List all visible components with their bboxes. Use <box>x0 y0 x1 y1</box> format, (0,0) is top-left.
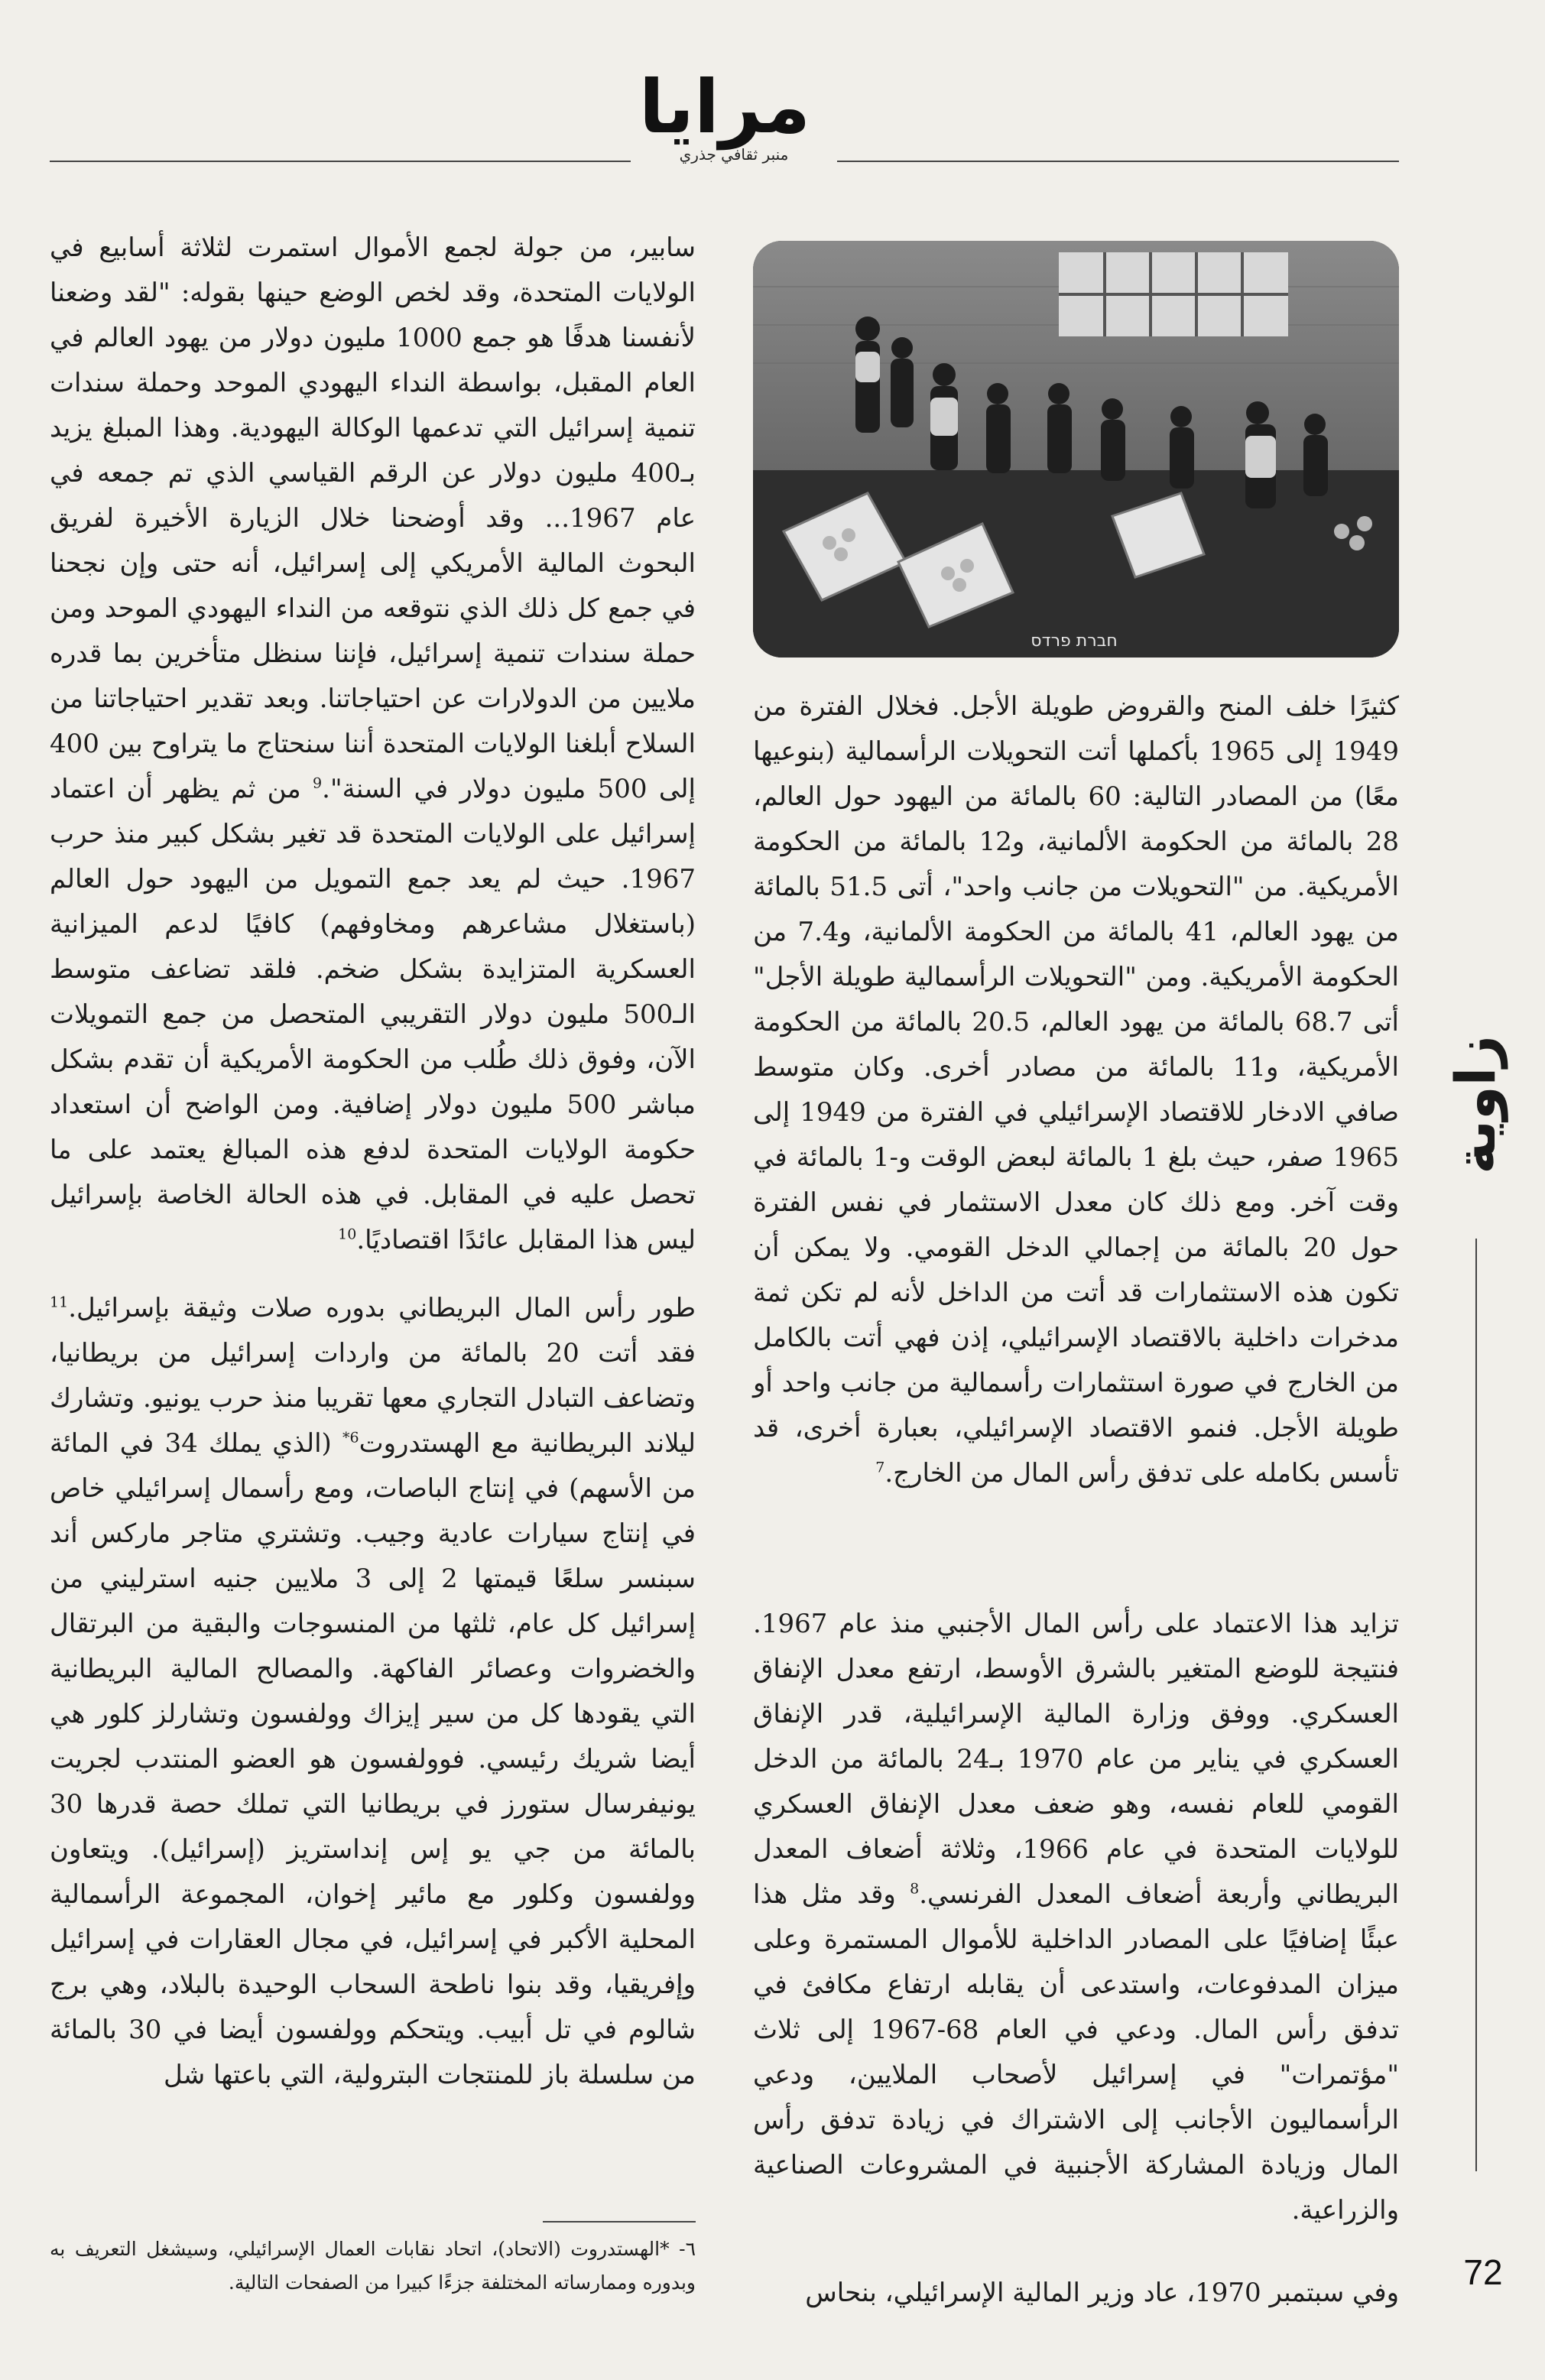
right-column <box>753 684 1399 1496</box>
left-column <box>50 226 696 2098</box>
right-column-end <box>753 2271 1399 2316</box>
section-title-text: زاوية <box>1443 1035 1508 1174</box>
magazine-logo: مرايا <box>638 64 810 150</box>
paragraph: طور رأس المال البريطاني بدوره صلات وثيقة بإسرائيل.$^{11}$ فقد أتت 20 بالمائة من واردات إسرائيل من بريطانيا، وتضاعف التبادل التجاري معها تقريبا منذ حرب يونيو. وتشارك ليلاند البريطانية مع الهستدروت$^{6*}$ (الذي يملك 34 في المائة من الأسهم) في إنتاج الباصات، ومع رأسمال إسرائيلي خاص في إنتاج سيارات عادية وجيب. وتشتري متاجر ماركس أند سبنسر سلعًا قيمتها 2 إلى 3 ملايين جنيه استرليني من إسرائيل كل عام، ثلثها من المنسوجات والبقية من البرتقال والخضروات وعصائر الفاكهة. والمصالح المالية البريطانية التي يقودها كل من سير إيزاك وولفسون وتشارلز كلور هي أيضا شريك رئيسي. فوولفسون هو العضو المنتدب لجريت يونيفرسال ستورز في بريطانيا التي تملك حصة قدرها 30 بالمائة من جي يو إس إنداستريز (إسرائيل). ويتعاون وولفسون وكلور مع مائير إخوان، المجموعة الرأسمالية المحلية الأكبر في إسرائيل، في مجال العقارات في إسرائيل وإفريقيا، وقد بنوا ناطحة السحاب الوحيدة بالبلاد، وهي برج شالوم في تل أبيب. ويتحكم وولفسون أيضا في 30 بالمائة من سلسلة باز للمنتجات البترولية، التي باعتها شل <box>50 1293 696 2090</box>
footnote-divider <box>543 2221 696 2223</box>
footnote-ref[interactable]: 8 <box>910 1880 920 1898</box>
masthead <box>0 64 1545 176</box>
footnote-ref[interactable]: 9 <box>313 774 323 792</box>
footnote-ref[interactable]: 7 <box>875 1459 885 1476</box>
paragraph: تزايد هذا الاعتماد على رأس المال الأجنبي منذ عام 1967. فنتيجة للوضع المتغير بالشرق الأوسط، ارتفع معدل الإنفاق العسكري. ووفق وزارة المالية الإسرائيلية، قدر الإنفاق العسكري في يناير من عام 1970 بـ24 بالمائة من الدخل القومي للعام نفسه، وهو ضعف معدل الإنفاق العسكري للولايات المتحدة في عام 1966، وثلاثة أضعاف المعدل البريطاني وأربعة أضعاف المعدل الفرنسي.$^8$ وقد مثل هذا عبئًا إضافيًا على المصادر الداخلية للأموال المستمرة وعلى ميزان المدفوعات، واستدعى أن يقابله ارتفاع مكافئ في تدفق رأس المال. ودعي في العام 68-1967 إلى ثلاث "مؤتمرات" في إسرائيل لأصحاب الملايين، ودعي الرأسماليون الأجانب إلى الاشتراك في زيادة تدفق رأس المال وزيادة المشاركة الأجنبية في المشروعات الصناعية والزراعية. <box>753 1609 1400 2226</box>
masthead-rule-right <box>837 161 1399 162</box>
paragraph: وفي سبتمبر 1970، عاد وزير المالية الإسرائيلي، بنحاس <box>805 2278 1399 2308</box>
paragraph: سابير، من جولة لجمع الأموال استمرت لثلاثة أسابيع في الولايات المتحدة، وقد لخص الوضع حينها بقوله: "لقد وضعنا لأنفسنا هدفًا هو جمع 1000 مليون دولار من يهود العالم في العام المقبل، بواسطة النداء اليهودي الموحد وحملة سندات تنمية إسرائيل التي تدعمها الوكالة اليهودية. وهذا المبلغ يزيد بـ400 مليون دولار عن الرقم القياسي الذي تم جمعه في عام 1967... وقد أوضحنا خلال الزيارة الأخيرة لفريق البحوث المالية الأمريكي إلى إسرائيل، أنه حتى وإن نجحنا في جمع كل ذلك الذي نتوقعه من النداء اليهودي الموحد ومن حملة سندات تنمية إسرائيل، فإننا سنظل متأخرين بما قدره ملايين من الدولارات عن احتياجاتنا. وبعد تقدير احتياجاتنا من السلاح أبلغنا الولايات المتحدة أننا سنحتاج ما يتراوح بين 400 إلى 500 مليون دولار في السنة".$^9$ من ثم يظهر أن اعتماد إسرائيل على الولايات المتحدة قد تغير بشكل كبير منذ حرب 1967. حيث لم يعد جمع التمويل من اليهود حول العالم (باستغلال مشاعرهم ومخاوفهم) كافيًا لدعم الميزانية العسكرية المتزايدة بشكل ضخم. فلقد تضاعف متوسط الـ500 مليون دولار التقريبي المتحصل من جمع التمويلات الآن، وفوق ذلك طُلب من الحكومة الأمريكية أن تقدم بشكل مباشر 500 مليون دولار إضافية. ومن الواضح أن استعداد حكومة الولايات المتحدة لدفع هذه المبالغ يعتمد على ما تحصل عليه في المقابل. في هذه الحالة الخاصة بإسرائيل ليس هذا المقابل عائدًا اقتصاديًا.$^{10}$ <box>50 232 696 1255</box>
page-number: 72 <box>1463 2252 1503 2292</box>
photo-illustration <box>753 241 1399 658</box>
magazine-tagline: منبر ثقافي جذري <box>679 145 789 164</box>
right-column-continued <box>753 1602 1399 2233</box>
sidebar-rule <box>1475 1239 1477 2171</box>
footnote-text: ٦- *الهستدروت (الاتحاد)، اتحاد نقابات العمال الإسرائيلي، وسيشغل التعريف به وبدوره وممارساته المختلفة جزءًا كبيرا من الصفحات التالية. <box>50 2238 696 2294</box>
masthead-rule-left <box>50 161 631 162</box>
footnote-ref[interactable]: 11 <box>50 1294 69 1311</box>
paragraph: كثيرًا خلف المنح والقروض طويلة الأجل. فخلال الفترة من 1949 إلى 1965 بأكملها أتت التحويلات الرأسمالية (بنوعيها معًا) من المصادر التالية: 60 بالمائة من اليهود حول العالم، 28 بالمائة من الحكومة الألمانية، و12 بالمائة من الحكومة الأمريكية. من "التحويلات من جانب واحد"، أتى 51.5 بالمائة من يهود العالم، 41 بالمائة من الحكومة الألمانية، و7.4 من الحكومة الأمريكية. ومن "التحويلات الرأسمالية طويلة الأجل" أتى 68.7 بالمائة من يهود العالم، 20.5 بالمائة من الحكومة الأمريكية، و11 بالمائة من مصادر أخرى. وكان متوسط صافي الادخار للاقتصاد الإسرائيلي في الفترة من 1949 إلى 1965 صفر، حيث بلغ 1 بالمائة لبعض الوقت و-1 بالمائة في وقت آخر. ومع ذلك كان معدل الاستثمار في نفس الفترة حول 20 بالمائة من إجمالي الدخل القومي. ولا يمكن أن تكون هذه الاستثمارات قد أتت من الداخل لأنه لم تكن ثمة مدخرات داخلية بالاقتصاد الإسرائيلي، إذن فهي أتت بالكامل من الخارج في صورة استثمارات رأسمالية من جانب واحد أو طويلة الأجل. فنمو الاقتصاد الإسرائيلي، بعبارة أخرى، قد تأسس بكامله على تدفق رأس المال من الخارج.$^7$ <box>753 691 1400 1489</box>
photo-caption: חברת פרדס <box>1031 632 1118 651</box>
archival-photo <box>753 241 1399 658</box>
footnote-ref[interactable]: 10 <box>338 1226 357 1243</box>
section-title <box>1437 1028 1514 1181</box>
footnote-ref[interactable]: 6* <box>342 1429 359 1447</box>
